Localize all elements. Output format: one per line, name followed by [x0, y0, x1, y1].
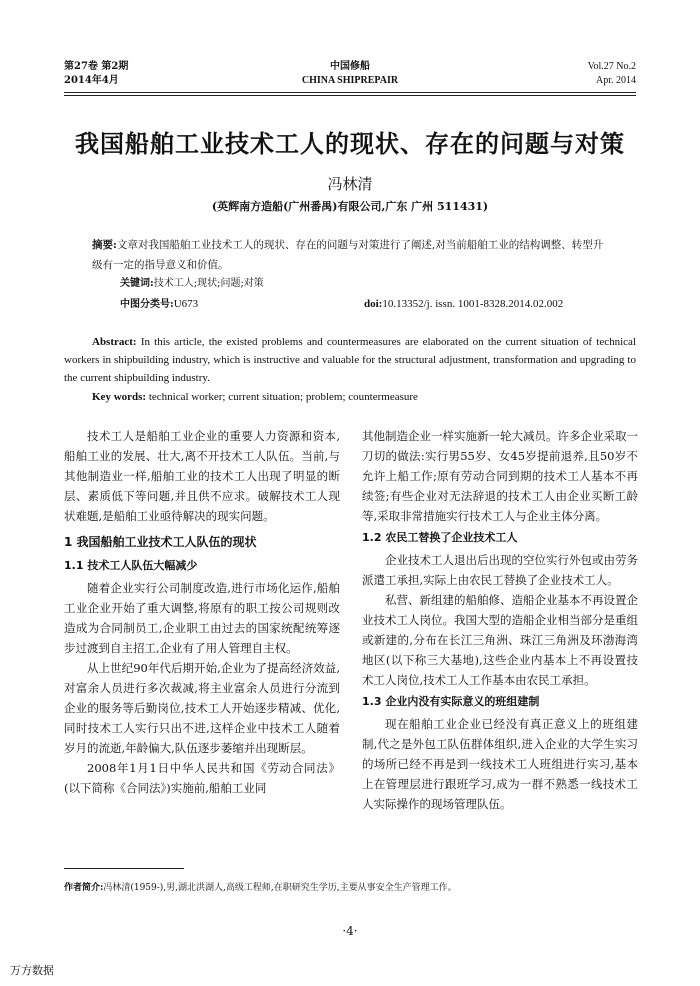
date-en: Apr. 2014 — [596, 75, 636, 86]
volume-issue-zh: 第27卷 第2期 — [64, 61, 129, 72]
keywords-en-label: Key words: — [92, 391, 147, 403]
author-name: 冯林清 — [327, 175, 373, 193]
affiliation: (英辉南方造船(广州番禺)有限公司,广东 广州 511431) — [211, 200, 489, 213]
author-footnote — [64, 880, 636, 893]
body-paragraph: 2008年1月1日中华人民共和国《劳动合同法》(以下简称《合同法》)实施前,船舶工业同 — [64, 761, 340, 795]
section-heading-1-2: 1.2 农民工替换了企业技术工人 — [362, 531, 518, 544]
footnote-label: 作者简介: — [64, 883, 104, 893]
doi-label: doi: — [364, 298, 383, 310]
abstract-en-label: Abstract: — [92, 336, 137, 348]
footnote-rule — [64, 868, 184, 869]
abstract-en — [64, 333, 636, 387]
body-paragraph: 从上世纪90年代后期开始,企业为了提高经济效益,对富余人员进行多次裁减,将主业富余人员进行分流到企业的服务等后勤岗位,技术工人开始逐步精减、优化,同时技术工人实行只出不进,这样企业中技术工人随着岁月的流逝,年龄偏大,队伍逐步萎缩并出现断层。 — [64, 661, 340, 755]
page-number: ·4· — [342, 924, 358, 938]
source-watermark: 万方数据 — [10, 964, 54, 977]
doi-value: 10.13352/j. issn. 1001-8328.2014.02.002 — [382, 298, 564, 310]
header-right — [588, 60, 636, 88]
keywords-zh-label: 关键词: — [120, 278, 154, 289]
journal-name-en: CHINA SHIPREPAIR — [301, 75, 399, 86]
body-paragraph: 私营、新组建的船舶修、造船企业基本不再设置企业技术工人岗位。我国大型的造船企业相当部分是重组或新建的,分布在长江三角洲、珠江三角洲及环渤海湾地区(以下称三大基地),这些企业内基本上不再设置技术工人岗位,技术工人工作基本由农民工承担。 — [362, 593, 638, 687]
abstract-zh — [92, 235, 612, 275]
footnote-text: 冯林清(1959-),男,湖北洪湖人,高级工程师,在职研究生学历,主要从事安全生产管理工作。 — [103, 883, 457, 893]
abstract-zh-label: 摘要: — [92, 239, 117, 251]
section-heading-1-3: 1.3 企业内没有实际意义的班组建制 — [362, 695, 540, 708]
abstract-en-text: In this article, the existed problems and countermeasures are elaborated on the current situation of technical workers in shipbuilding industry, which is instructive and valuable for the structural adjustment, transformation and upgrading to the current shipbuilding industry. — [64, 336, 636, 384]
body-left-column — [64, 426, 340, 798]
header-rule — [64, 92, 636, 93]
clc-value: U673 — [173, 298, 199, 310]
body-paragraph: 随着企业实行公司制度改造,进行市场化运作,船舶工业企业开始了重大调整,将原有的职工按公司规则改造成为合同制员工,企业职工由过去的国家统配统筹逐步过渡到自主招工,企业有了用人管理自主权。 — [64, 581, 340, 655]
clc-number — [120, 297, 198, 312]
section-heading-1: 1 我国船舶工业技术工人队伍的现状 — [64, 535, 257, 549]
paper-title: 我国船舶工业技术工人的现状、存在的问题与对策 — [75, 130, 625, 158]
clc-label: 中图分类号: — [120, 299, 174, 310]
date-zh: 2014年4月 — [64, 75, 119, 86]
body-paragraph: 其他制造企业一样实施新一轮大减员。许多企业采取一刀切的做法:实行男55岁、女45岁提前退养,且50岁不允许上船工作;原有劳动合同到期的技术工人基本不再续签;有些企业对无法辞退的技术工人由企业买断工龄等,采取非常措施实行技术工人与企业主体分离。 — [362, 429, 638, 523]
keywords-zh — [120, 277, 264, 291]
doi — [364, 297, 563, 311]
keywords-zh-text: 技术工人;现状;问题;对策 — [153, 278, 264, 289]
body-paragraph: 企业技术工人退出后出现的空位实行外包或由劳务派遣工承担,实际上由农民工替换了企业技术工人。 — [362, 553, 638, 587]
journal-name-zh: 中国修船 — [330, 61, 370, 72]
keywords-en-text: technical worker; current situation; problem; countermeasure — [148, 391, 418, 403]
keywords-en — [92, 388, 636, 406]
abstract-zh-text: 文章对我国船舶工业技术工人的现状、存在的问题与对策进行了阐述,对当前船舶工业的结构调整、转型升级有一定的指导意义和价值。 — [92, 239, 604, 271]
body-right-column — [362, 426, 638, 814]
header-rule-thin — [64, 95, 636, 96]
volume-issue-en: Vol.27 No.2 — [587, 61, 636, 72]
body-paragraph: 技术工人是船舶工业企业的重要人力资源和资本,船舶工业的发展、壮大,离不开技术工人队伍。当前,与其他制造业一样,船舶工业的技术工人出现了明显的断层、素质低下等问题,并且供不应求。破解技术工人现状难题,是船舶工业亟待解决的现实问题。 — [64, 429, 340, 523]
body-paragraph: 现在船舶工业企业已经没有真正意义上的班组建制,代之是外包工队伍群体组织,进入企业的大学生实习的场所已经不再是到一线技术工人班组进行实习,基本上在管理层进行跟班学习,成为一群不熟悉一线技术工人实际操作的现场管理队伍。 — [362, 717, 638, 811]
section-heading-1-1: 1.1 技术工人队伍大幅减少 — [64, 559, 198, 572]
